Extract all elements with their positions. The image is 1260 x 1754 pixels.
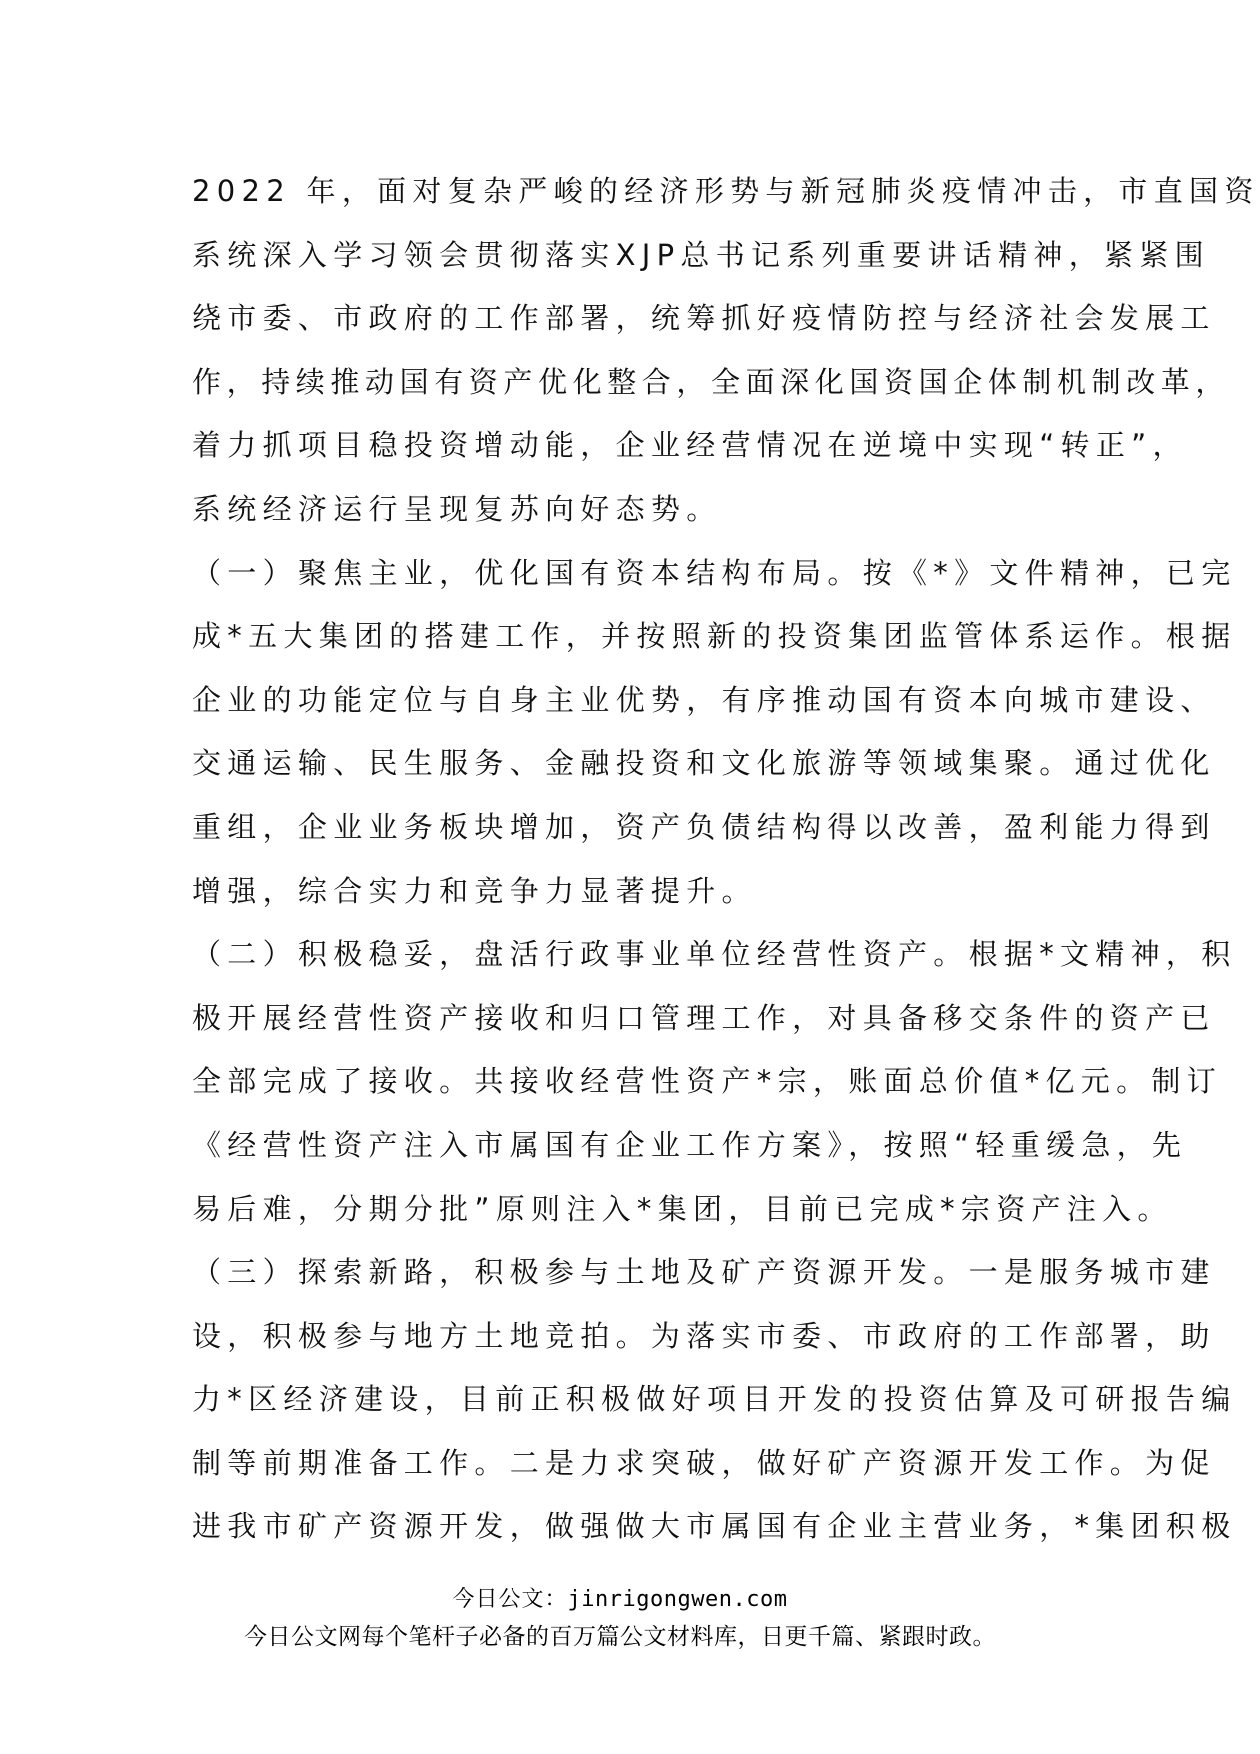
text-line: 进我市矿产资源开发，做强做大市属国有企业主营业务，*集团积极 xyxy=(192,1509,1237,1544)
text-line: 力*区经济建设，目前正积极做好项目开发的投资估算及可研报告编 xyxy=(192,1382,1237,1417)
text-line: 增强，综合实力和竞争力显著提升。 xyxy=(192,873,757,908)
text-line: 着力抓项目稳投资增动能，企业经营情况在逆境中实现“转正”， xyxy=(192,428,1188,463)
text-line: 设，积极参与地方土地竞拍。为落实市委、市政府的工作部署，助 xyxy=(192,1318,1216,1353)
text-line: 交通运输、民生服务、金融投资和文化旅游等领域集聚。通过优化 xyxy=(192,746,1216,781)
text-line: 系统深入学习领会贯彻落实XJP总书记系列重要讲话精神，紧紧围 xyxy=(192,237,1210,272)
footer-site-url[interactable]: jinrigongwen.com xyxy=(567,1587,788,1612)
text-line: 作，持续推动国有资产优化整合，全面深化国资国企体制机制改革， xyxy=(192,364,1231,399)
text-line: 制等前期准备工作。二是力求突破，做好矿产资源开发工作。为促 xyxy=(192,1445,1216,1480)
text-line: 2022 年，面对复杂严峻的经济形势与新冠肺炎疫情冲击，市直国资 xyxy=(192,174,1260,208)
footer-site xyxy=(0,1582,1240,1613)
text-line: （三）探索新路，积极参与土地及矿产资源开发。一是服务城市建 xyxy=(192,1255,1216,1290)
text-line: 成*五大集团的搭建工作，并按照新的投资集团监管体系运作。根据 xyxy=(192,619,1237,654)
footer-site-label: 今日公文： xyxy=(452,1587,568,1612)
text-line: （一）聚焦主业，优化国有资本结构布局。按《*》文件精神，已完 xyxy=(192,555,1237,590)
text-line: 极开展经营性资产接收和归口管理工作，对具备移交条件的资产已 xyxy=(192,1000,1216,1035)
text-line: 全部完成了接收。共接收经营性资产*宗，账面总价值*亿元。制订 xyxy=(192,1064,1223,1099)
text-line: 《经营性资产注入市属国有企业工作方案》，按照“轻重缓急，先 xyxy=(192,1127,1188,1162)
text-line: （二）积极稳妥，盘活行政事业单位经营性资产。根据*文精神，积 xyxy=(192,937,1237,972)
text-line: 企业的功能定位与自身主业优势，有序推动国有资本向城市建设、 xyxy=(192,682,1216,717)
text-line: 重组，企业业务板块增加，资产负债结构得以改善，盈利能力得到 xyxy=(192,809,1216,844)
footer-tagline: 今日公文网每个笔杆子必备的百万篇公文材料库，日更千篇、紧跟时政。 xyxy=(244,1624,996,1650)
document-body xyxy=(192,160,1260,1559)
text-line: 系统经济运行呈现复苏向好态势。 xyxy=(192,491,722,526)
text-line: 易后难，分期分批”原则注入*集团，目前已完成*宗资产注入。 xyxy=(192,1191,1173,1226)
text-line: 绕市委、市政府的工作部署，统筹抓好疫情防控与经济社会发展工 xyxy=(192,301,1216,336)
